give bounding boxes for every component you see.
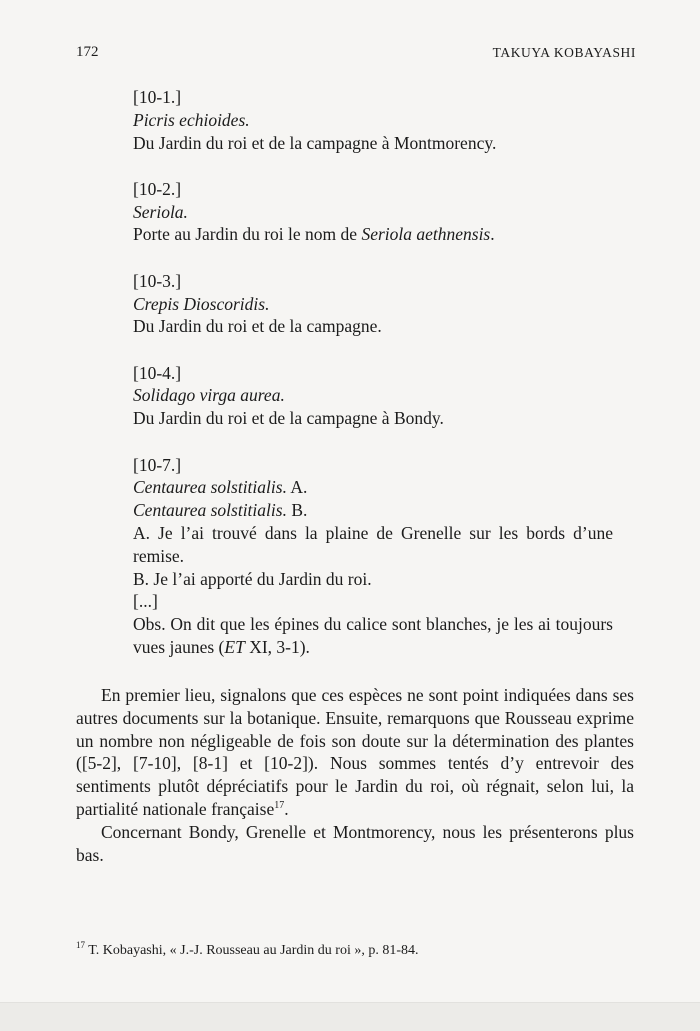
entry-ref: [10-7.] <box>133 454 182 475</box>
entry-note: Du Jardin du roi et de la campagne à Bondy. <box>133 408 444 429</box>
note-text-end: . <box>490 224 495 245</box>
footnote-number: 17 <box>76 940 85 950</box>
entry-10-4 <box>133 362 613 430</box>
entry-species: Seriola. <box>133 201 188 222</box>
entry-species-a <box>133 476 613 499</box>
species-variant: B. <box>286 500 308 521</box>
entry-10-1 <box>133 86 613 154</box>
entry-ref: [10-3.] <box>133 270 182 291</box>
entry-ref: [10-4.] <box>133 362 182 383</box>
entry-note <box>133 223 613 246</box>
entry-note-b: B. Je l’ai apporté du Jardin du roi. <box>133 568 372 589</box>
entry-note: Du Jardin du roi et de la campagne à Montmorency. <box>133 132 497 153</box>
entry-note-a: A. Je l’ai trouvé dans la plaine de Grenelle sur les bords d’une remise. <box>133 522 613 566</box>
paragraph <box>76 684 634 821</box>
footnote <box>76 940 419 959</box>
obs-text: Obs. On dit que les épines du calice sont blanches, je les ai toujours vues jaunes ( <box>133 614 613 657</box>
page-number: 172 <box>76 44 99 60</box>
entry-10-2 <box>133 178 613 246</box>
footnote-ref[interactable]: 17 <box>274 799 285 811</box>
obs-text-end: XI, 3-1). <box>244 636 310 657</box>
body-text <box>76 684 634 866</box>
entry-ref: [10-1.] <box>133 87 182 107</box>
entry-species-b <box>133 499 613 522</box>
species-name: Centaurea solstitialis. <box>133 477 287 498</box>
running-head: TAKUYA KOBAYASHI <box>492 45 636 60</box>
species-name: Centaurea solstitialis. <box>133 500 287 521</box>
entry-note: Du Jardin du roi et de la campagne. <box>133 316 382 337</box>
footnote-text: T. Kobayashi, « J.-J. Rousseau au Jardin du roi », p. 81-84. <box>85 943 419 958</box>
plant-entries <box>133 86 613 682</box>
paragraph-text: En premier lieu, signalons que ces espèces ne sont point indiquées dans ses autres documents sur la botanique. Ensuite, remarquons que Rousseau exprime un nombre non négligeable de fois son doute sur la détermination des plantes ([5-2], [7-10], [8-1] et [10-2]). Nous sommes tentés d’y entrevoir des sentiments plutôt dépréciatifs pour le Jardin du roi, où régnait, selon lui, la partialité nationale française <box>76 685 634 819</box>
entry-species: Picris echioides. <box>133 109 250 130</box>
obs-work: ET <box>224 636 245 657</box>
paragraph-end: . <box>284 798 289 819</box>
entry-species: Solidago virga aurea. <box>133 385 285 406</box>
paragraph: Concernant Bondy, Grenelle et Montmorency, nous les présenterons plus bas. <box>76 821 634 865</box>
species-variant: A. <box>286 477 308 498</box>
note-text: Porte au Jardin du roi le nom de <box>133 224 362 245</box>
entry-10-3 <box>133 270 613 338</box>
entry-ellipsis: [...] <box>133 591 158 612</box>
note-species: Seriola aethnensis <box>361 224 491 245</box>
entry-observation <box>133 613 613 659</box>
page-bottom-edge <box>0 1002 700 1031</box>
entry-ref: [10-2.] <box>133 178 182 199</box>
entry-species: Crepis Dioscoridis. <box>133 293 270 314</box>
entry-10-7 <box>133 454 613 659</box>
